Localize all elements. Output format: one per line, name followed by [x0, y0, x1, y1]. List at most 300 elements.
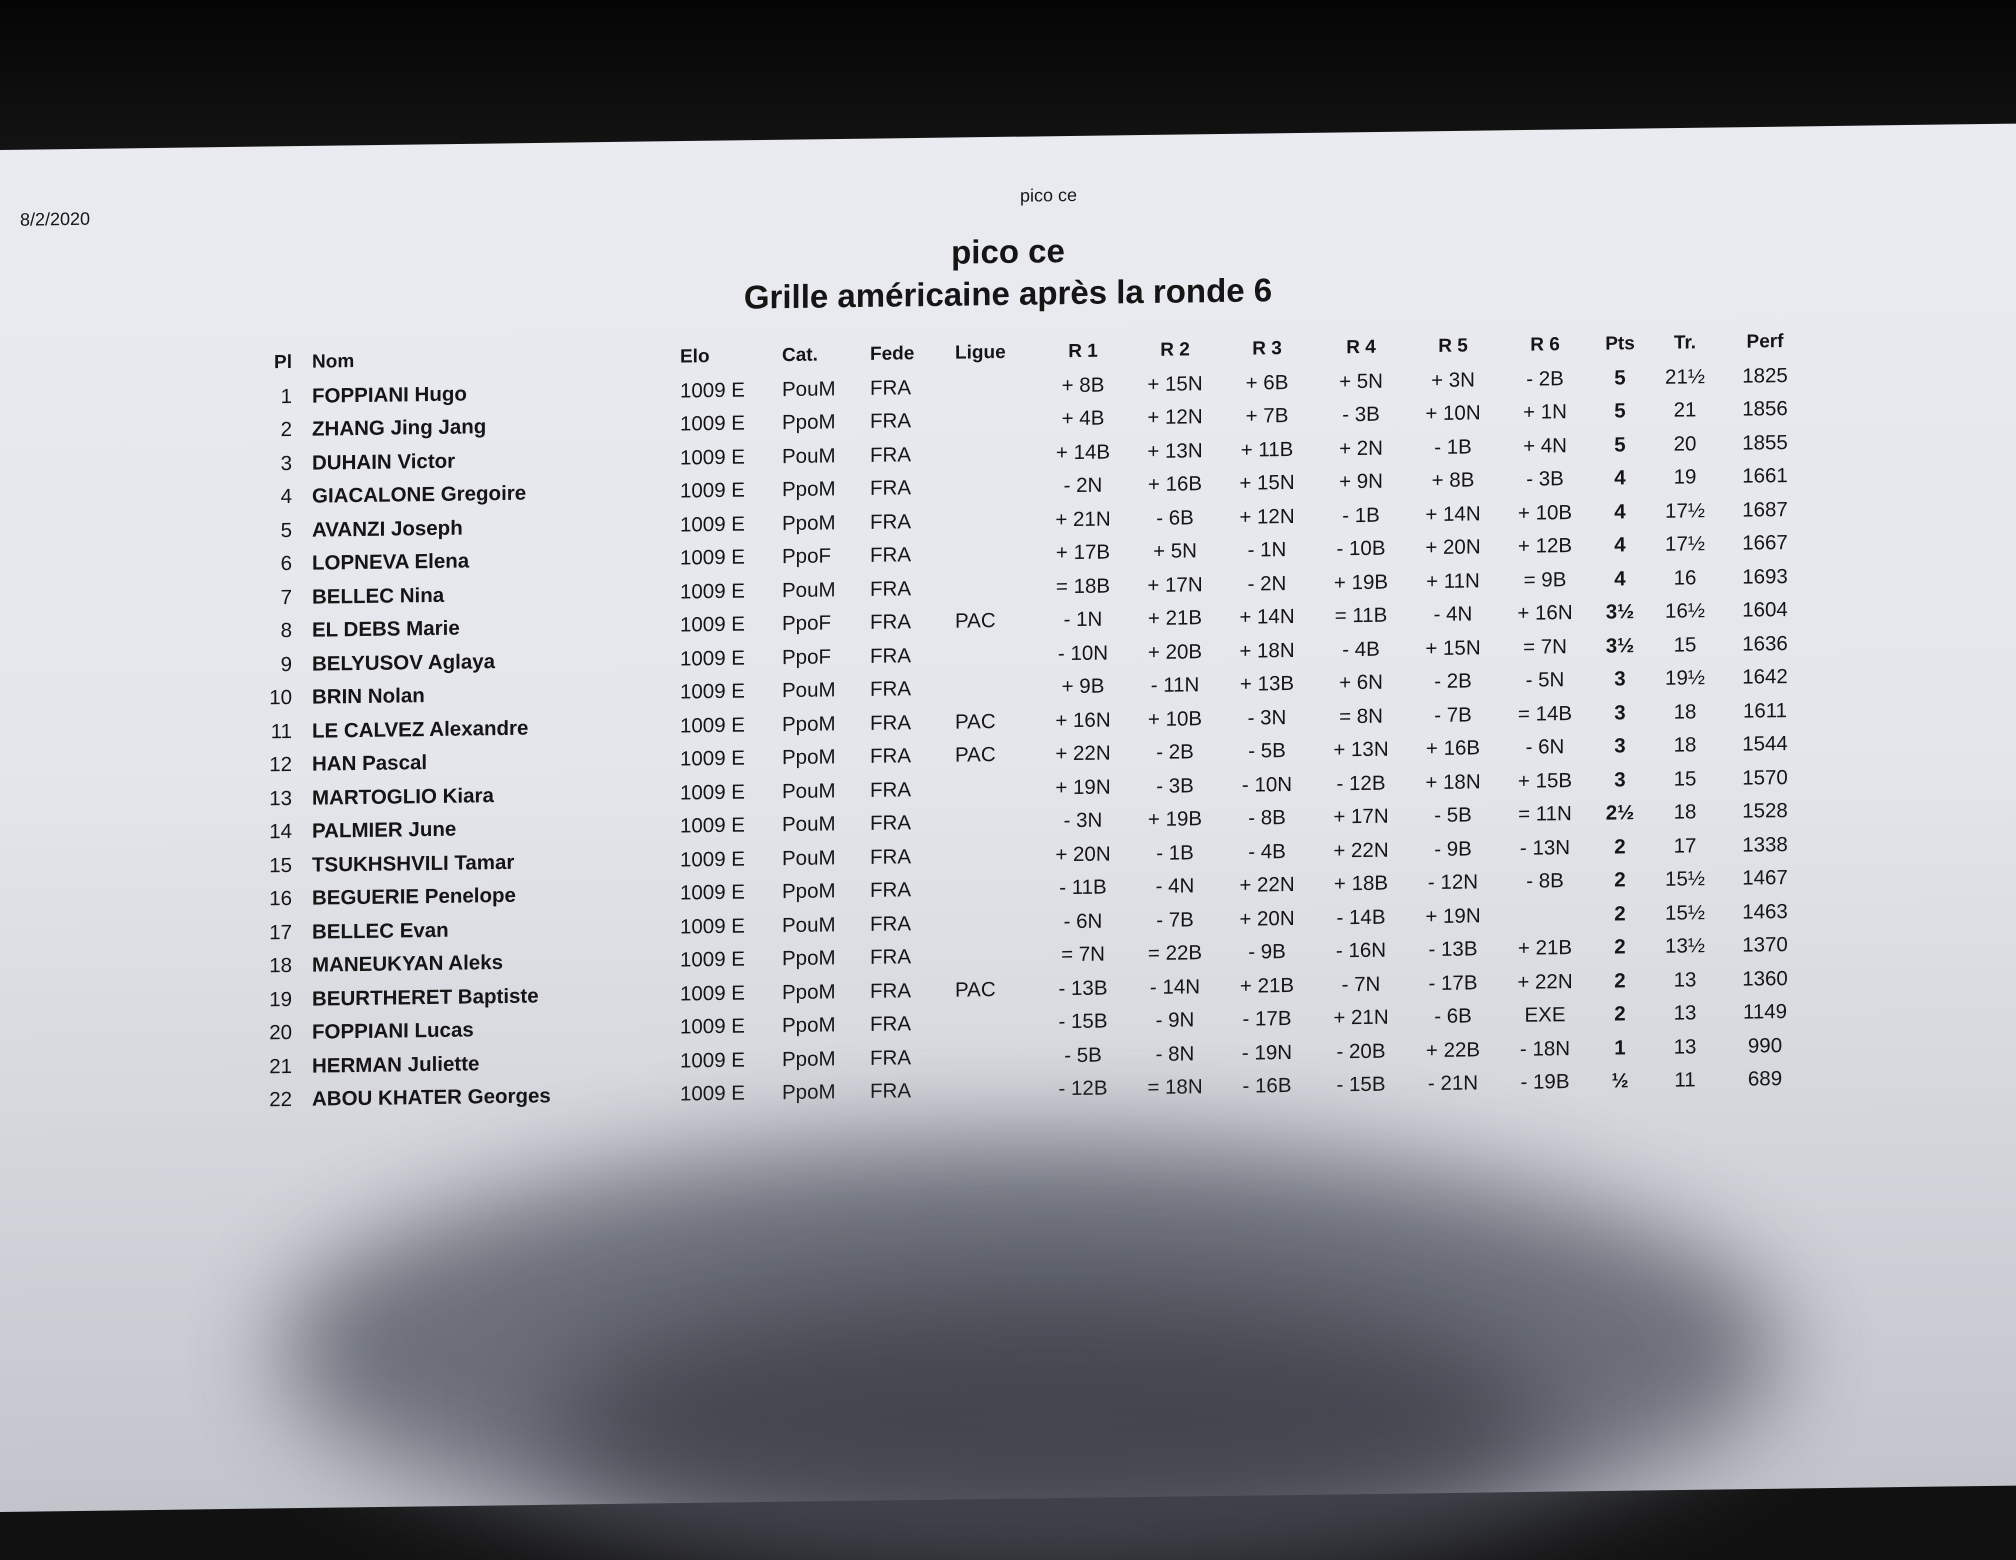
header-r1: R 1	[1068, 340, 1098, 363]
header-ligue: Ligue	[955, 341, 1006, 364]
cell-r5: + 19N	[1425, 903, 1481, 928]
cell-r1: + 21N	[1055, 506, 1111, 531]
cell-pl: 7	[280, 585, 292, 609]
cell-tr: 16	[1673, 565, 1697, 590]
cell-cat: PouM	[782, 812, 836, 837]
cell-r6: + 1N	[1523, 400, 1567, 424]
cell-ligue: PAC	[955, 977, 996, 1002]
cell-r3: + 14N	[1239, 604, 1295, 629]
cell-r5: + 3N	[1431, 367, 1475, 392]
header-fede: Fede	[870, 343, 915, 365]
cell-r2: + 16B	[1147, 472, 1203, 496]
standings-table	[0, 322, 2016, 1121]
cell-r4: - 3B	[1342, 402, 1380, 427]
cell-r2: - 9N	[1155, 1008, 1195, 1032]
cell-r3: - 19N	[1241, 1040, 1293, 1065]
cell-tr: 19	[1673, 465, 1697, 489]
cell-r3: + 11B	[1240, 437, 1294, 462]
cell-pl: 15	[269, 853, 292, 877]
cell-r6: = 9B	[1523, 567, 1567, 592]
cell-r2: = 18N	[1147, 1075, 1203, 1099]
cell-r6: - 18N	[1519, 1036, 1571, 1061]
cell-r5: + 14N	[1425, 501, 1481, 526]
cell-elo: 1009 E	[680, 411, 745, 436]
cell-r4: + 13N	[1333, 737, 1389, 762]
cell-r5: + 16B	[1425, 736, 1481, 761]
cell-r3: + 20N	[1239, 906, 1295, 931]
cell-tr: 17½	[1665, 532, 1705, 556]
cell-nom: BRIN Nolan	[312, 684, 425, 709]
cell-r5: - 1B	[1434, 434, 1472, 459]
cell-r5: + 11N	[1426, 568, 1480, 593]
cell-nom: DUHAIN Victor	[312, 449, 456, 475]
cell-elo: 1009 E	[680, 746, 745, 771]
cell-pts: 3½	[1605, 600, 1635, 624]
cell-r5: + 8B	[1431, 468, 1475, 493]
cell-pts: 4	[1614, 566, 1626, 590]
cell-r5: + 20N	[1425, 535, 1481, 560]
cell-cat: PpoM	[782, 1080, 836, 1105]
cell-fede: FRA	[870, 610, 911, 634]
cell-tr: 11	[1674, 1068, 1696, 1092]
header-pl: Pl	[274, 351, 292, 374]
cell-r3: - 9B	[1248, 940, 1286, 964]
cell-fede: FRA	[870, 375, 911, 400]
cell-r6: - 19B	[1520, 1070, 1570, 1094]
cell-elo: 1009 E	[680, 1014, 745, 1039]
cell-r4: - 4B	[1342, 637, 1380, 661]
cell-fede: FRA	[870, 576, 911, 601]
cell-pts: 2	[1614, 968, 1626, 992]
cell-nom: FOPPIANI Lucas	[312, 1018, 474, 1044]
cell-cat: PpoM	[782, 1046, 836, 1071]
cell-r1: = 18B	[1055, 573, 1111, 598]
cell-pl: 2	[280, 417, 292, 442]
cell-pts: 5	[1614, 399, 1626, 423]
cell-r3: + 13B	[1239, 671, 1295, 696]
cell-pts: 2	[1614, 935, 1626, 959]
cell-r2: - 6B	[1156, 505, 1194, 530]
cell-r5: - 12N	[1427, 870, 1479, 895]
cell-cat: PpoF	[782, 544, 831, 569]
cell-r3: - 10N	[1241, 772, 1293, 797]
cell-r3: + 18N	[1239, 638, 1295, 663]
cell-r1: + 20N	[1055, 841, 1111, 866]
cell-pl: 22	[269, 1087, 292, 1112]
cell-pts: 3	[1614, 734, 1626, 758]
cell-r6: - 3B	[1526, 467, 1564, 491]
cell-elo: 1009 E	[680, 847, 745, 872]
cell-r2: - 7B	[1156, 907, 1194, 932]
cell-r4: - 20B	[1336, 1039, 1386, 1063]
cell-nom: TSUKHSHVILI Tamar	[312, 850, 515, 877]
cell-fede: FRA	[870, 543, 911, 567]
cell-pl: 14	[269, 819, 292, 844]
cell-r5: - 21N	[1427, 1071, 1479, 1096]
cell-tr: 13	[1673, 967, 1697, 992]
cell-cat: PpoM	[782, 1013, 836, 1038]
cell-r1: + 8B	[1061, 373, 1105, 397]
cell-r6: - 2B	[1526, 366, 1564, 391]
cell-r2: - 1B	[1156, 840, 1194, 865]
cell-perf: 1693	[1742, 564, 1788, 589]
cell-tr: 16½	[1665, 599, 1705, 623]
cell-fede: FRA	[870, 978, 911, 1003]
cell-r2: - 11N	[1150, 673, 1200, 697]
cell-r6: + 21B	[1517, 936, 1573, 960]
cell-elo: 1009 E	[680, 880, 745, 905]
cell-pts: ½	[1611, 1069, 1629, 1093]
cell-r3: - 1N	[1247, 538, 1287, 562]
cell-r4: - 15B	[1336, 1072, 1386, 1097]
cell-ligue: PAC	[955, 709, 996, 734]
cell-r2: + 17N	[1147, 572, 1203, 597]
cell-r1: + 19N	[1055, 774, 1111, 799]
cell-elo: 1009 E	[680, 478, 745, 503]
print-date: 8/2/2020	[20, 208, 91, 230]
cell-r1: - 11B	[1059, 875, 1107, 900]
cell-tr: 21	[1673, 398, 1697, 422]
cell-r4: + 2N	[1339, 436, 1383, 460]
cell-pl: 4	[280, 484, 292, 509]
cell-r6: + 10B	[1517, 500, 1573, 525]
document-title: pico ce	[951, 232, 1065, 271]
cell-pl: 6	[280, 551, 292, 576]
cell-pts: 4	[1614, 499, 1626, 523]
cell-r1: - 5B	[1064, 1043, 1102, 1067]
cell-pl: 12	[269, 752, 292, 777]
cell-r3: - 2N	[1247, 571, 1287, 596]
cell-tr: 15½	[1665, 867, 1705, 891]
cell-r4: + 22N	[1333, 838, 1389, 862]
cell-nom: ZHANG Jing Jang	[312, 415, 487, 441]
cell-pl: 19	[269, 987, 292, 1011]
cell-r1: + 16N	[1055, 707, 1111, 732]
cell-tr: 20	[1673, 431, 1697, 456]
cell-cat: PpoM	[782, 946, 836, 971]
cell-fede: FRA	[870, 509, 911, 534]
cell-tr: 15	[1673, 632, 1697, 657]
document-subtitle: Grille américaine après la ronde 6	[743, 271, 1273, 316]
cell-r3: - 16B	[1242, 1073, 1292, 1098]
cell-elo: 1009 E	[680, 1048, 745, 1073]
cell-nom: LE CALVEZ Alexandre	[312, 716, 529, 743]
cell-fede: FRA	[870, 476, 911, 500]
cell-perf: 1467	[1742, 866, 1788, 890]
cell-pl: 8	[280, 618, 292, 643]
cell-pts: 3½	[1605, 633, 1635, 658]
cell-r4: = 11B	[1334, 603, 1388, 628]
cell-elo: 1009 E	[680, 914, 745, 939]
cell-elo: 1009 E	[680, 1081, 745, 1106]
cell-r1: - 2N	[1063, 473, 1103, 498]
cell-pl: 21	[269, 1054, 292, 1078]
cell-r5: - 4N	[1433, 602, 1473, 626]
cell-cat: PpoF	[782, 644, 831, 669]
cell-perf: 990	[1747, 1033, 1783, 1058]
cell-r6: + 15B	[1517, 768, 1573, 793]
cell-r1: - 13B	[1058, 976, 1108, 1000]
cell-r5: - 17B	[1428, 970, 1478, 995]
cell-r2: - 3B	[1156, 773, 1194, 798]
cell-r4: + 19B	[1333, 570, 1389, 594]
cell-elo: 1009 E	[680, 579, 745, 604]
cell-pts: 2	[1614, 1002, 1626, 1026]
cell-perf: 1667	[1742, 531, 1788, 555]
cell-r3: + 22N	[1239, 872, 1295, 897]
cell-r3: + 12N	[1239, 504, 1295, 529]
cell-r3: + 21B	[1239, 973, 1295, 998]
cell-ligue: PAC	[955, 609, 996, 633]
cell-r4: = 8N	[1339, 704, 1383, 728]
cell-r6: + 16N	[1517, 601, 1573, 625]
cell-tr: 17½	[1665, 498, 1705, 523]
cell-r2: + 10B	[1147, 706, 1203, 731]
cell-r2: - 4N	[1155, 874, 1195, 898]
cell-r4: + 21N	[1333, 1005, 1389, 1030]
cell-pts: 4	[1614, 466, 1626, 490]
cell-r4: - 12B	[1336, 771, 1386, 795]
cell-fede: FRA	[870, 777, 911, 802]
cell-pts: 4	[1614, 533, 1626, 557]
cell-perf: 1149	[1742, 1000, 1788, 1024]
cell-tr: 13	[1673, 1034, 1697, 1059]
cell-fede: FRA	[870, 1079, 911, 1103]
cell-fede: FRA	[870, 442, 911, 467]
cell-cat: PouM	[782, 376, 836, 401]
cell-fede: FRA	[870, 811, 911, 835]
print-header: pico ce	[1020, 184, 1078, 206]
cell-r3: - 17B	[1242, 1006, 1292, 1031]
cell-elo: 1009 E	[680, 947, 745, 972]
cell-fede: FRA	[870, 878, 911, 902]
cell-r2: - 14N	[1149, 974, 1201, 999]
cell-r5: - 6B	[1434, 1004, 1472, 1028]
cell-r3: - 3N	[1247, 705, 1287, 730]
cell-pts: 2	[1614, 901, 1626, 925]
cell-nom: GIACALONE Gregoire	[312, 481, 527, 508]
cell-r4: + 17N	[1333, 804, 1389, 829]
header-cat: Cat.	[782, 344, 818, 367]
cell-fede: FRA	[870, 1012, 911, 1036]
header-r2: R 2	[1160, 339, 1190, 361]
cell-r6: + 4N	[1523, 433, 1567, 458]
cell-perf: 1604	[1742, 598, 1788, 622]
cell-r6	[1500, 897, 1590, 898]
cell-tr: 17	[1673, 833, 1697, 858]
cell-elo: 1009 E	[680, 445, 745, 470]
cell-r4: - 1B	[1342, 503, 1380, 527]
cell-elo: 1009 E	[680, 545, 745, 570]
cell-pts: 1	[1614, 1035, 1626, 1059]
cell-cat: PpoM	[782, 410, 836, 435]
cell-cat: PpoM	[782, 979, 836, 1004]
cell-nom: BELYUSOV Aglaya	[312, 649, 496, 676]
cell-r2: + 15N	[1147, 371, 1203, 396]
cell-r2: + 5N	[1153, 539, 1197, 563]
cell-tr: 13	[1673, 1001, 1697, 1025]
table-body	[0, 355, 2016, 1120]
cell-perf: 1661	[1742, 464, 1788, 488]
cell-nom: BELLEC Nina	[312, 583, 445, 609]
cell-r1: + 9B	[1061, 674, 1105, 699]
cell-nom: BEURTHERET Baptiste	[312, 983, 539, 1011]
header-pts: Pts	[1605, 333, 1635, 355]
cell-r5: + 18N	[1425, 769, 1481, 794]
cell-cat: PpoM	[782, 711, 836, 736]
cell-nom: PALMIER June	[312, 817, 457, 843]
cell-pl: 13	[269, 786, 292, 810]
cell-r6: = 14B	[1517, 701, 1573, 726]
cell-r1: + 14B	[1055, 439, 1111, 464]
cell-r5: + 15N	[1425, 635, 1481, 660]
cell-pts: 2½	[1605, 801, 1635, 825]
cell-r3: + 7B	[1245, 404, 1289, 428]
cell-r1: + 17B	[1055, 540, 1111, 565]
cell-tr: 15	[1673, 766, 1697, 791]
cell-nom: HAN Pascal	[312, 751, 428, 776]
cell-r4: + 18B	[1333, 871, 1389, 896]
cell-tr: 21½	[1665, 364, 1705, 389]
cell-perf: 1544	[1742, 732, 1788, 756]
cell-pl: 9	[280, 652, 292, 676]
cell-r3: - 5B	[1248, 739, 1286, 763]
cell-r4: + 6N	[1339, 670, 1383, 695]
cell-perf: 1360	[1742, 966, 1788, 991]
cell-nom: EL DEBS Marie	[312, 616, 460, 642]
cell-elo: 1009 E	[680, 612, 745, 637]
cell-r4: + 9N	[1339, 469, 1383, 494]
cell-r3: + 15N	[1239, 470, 1295, 495]
cell-nom: BEGUERIE Penelope	[312, 883, 516, 910]
cell-r1: - 3N	[1063, 808, 1103, 833]
cell-r1: - 15B	[1058, 1009, 1108, 1034]
cell-pl: 11	[270, 719, 292, 743]
cell-r4: - 16N	[1335, 938, 1387, 963]
cell-tr: 18	[1673, 733, 1697, 757]
cell-r1: - 12B	[1058, 1076, 1108, 1101]
cell-cat: PpoM	[782, 745, 836, 770]
cell-cat: PpoM	[782, 879, 836, 904]
cell-r1: - 6N	[1063, 909, 1103, 933]
cell-r2: + 12N	[1147, 405, 1203, 429]
header-tr: Tr.	[1673, 332, 1697, 354]
cell-perf: 1642	[1742, 665, 1788, 689]
cell-elo: 1009 E	[680, 646, 745, 671]
cell-nom: MANEUKYAN Aleks	[312, 950, 504, 977]
cell-r2: + 20B	[1147, 639, 1203, 664]
cell-tr: 18	[1673, 699, 1697, 724]
cell-tr: 18	[1673, 800, 1697, 824]
cell-r6: - 6N	[1525, 735, 1565, 759]
cell-perf: 1528	[1742, 799, 1788, 823]
cell-r5: - 9B	[1434, 836, 1472, 861]
cell-r2: + 21B	[1147, 606, 1203, 630]
cell-fede: FRA	[870, 1045, 911, 1070]
cell-perf: 1611	[1742, 698, 1788, 723]
cell-cat: PpoM	[782, 510, 836, 535]
cell-nom: ABOU KHATER Georges	[312, 1084, 551, 1111]
cell-pl: 3	[280, 451, 292, 475]
cell-tr: 13½	[1665, 934, 1705, 958]
cell-r2: - 2B	[1156, 740, 1194, 764]
cell-elo: 1009 E	[680, 378, 745, 403]
cell-r4: - 14B	[1336, 905, 1386, 929]
cell-pl: 1	[280, 384, 292, 408]
cell-nom: LOPNEVA Elena	[312, 549, 470, 575]
cell-r6: - 8B	[1526, 869, 1564, 893]
cell-pl: 20	[269, 1020, 292, 1045]
cell-pts: 3	[1614, 700, 1626, 724]
cell-fede: FRA	[870, 643, 911, 668]
cell-fede: FRA	[870, 409, 911, 433]
cell-perf: 1825	[1742, 363, 1788, 388]
cell-perf: 1570	[1742, 765, 1788, 790]
cell-r5: - 13B	[1428, 937, 1478, 962]
cell-perf: 1636	[1742, 631, 1788, 656]
cell-r6: EXE	[1524, 1003, 1566, 1027]
cell-nom: HERMAN Juliette	[312, 1051, 480, 1078]
cell-elo: 1009 E	[680, 713, 745, 738]
cell-r3: + 6B	[1245, 370, 1289, 395]
cell-r3: - 8B	[1248, 806, 1286, 830]
cell-cat: PpoF	[782, 611, 831, 636]
cell-cat: PouM	[782, 912, 836, 937]
cell-r5: + 22B	[1425, 1037, 1481, 1062]
cell-nom: AVANZI Joseph	[312, 516, 463, 542]
cell-r2: + 13N	[1147, 438, 1203, 463]
cell-pts: 3	[1614, 667, 1626, 691]
cell-r3: - 4B	[1248, 839, 1286, 864]
cell-perf: 689	[1747, 1067, 1783, 1091]
cell-r2: + 19B	[1147, 807, 1203, 831]
cell-nom: BELLEC Evan	[312, 918, 449, 944]
cell-cat: PouM	[782, 678, 836, 703]
cell-r5: + 10N	[1425, 401, 1481, 426]
cell-r6: + 22N	[1517, 969, 1573, 994]
cell-pl: 10	[269, 685, 292, 710]
cell-pl: 16	[269, 886, 292, 911]
cell-pts: 5	[1614, 432, 1626, 456]
header-r5: R 5	[1438, 335, 1468, 357]
header-r4: R 4	[1346, 336, 1376, 359]
cell-pts: 2	[1614, 868, 1626, 892]
cell-fede: FRA	[870, 677, 911, 701]
cell-pl: 5	[280, 518, 292, 542]
cell-cat: PouM	[782, 577, 836, 602]
cell-cat: PouM	[782, 443, 836, 468]
cell-elo: 1009 E	[680, 679, 745, 704]
cell-tr: 19½	[1665, 666, 1705, 690]
cell-pts: 3	[1614, 767, 1626, 791]
cell-fede: FRA	[870, 911, 911, 936]
cell-elo: 1009 E	[680, 981, 745, 1006]
cell-pl: 18	[269, 953, 292, 978]
cell-r1: + 4B	[1061, 406, 1105, 431]
header-r6: R 6	[1530, 334, 1560, 356]
cell-nom: FOPPIANI Hugo	[312, 381, 467, 408]
document-title-block	[0, 217, 2016, 329]
cell-nom: MARTOGLIO Kiara	[312, 783, 494, 810]
cell-elo: 1009 E	[680, 780, 745, 805]
cell-r4: - 7N	[1341, 972, 1381, 996]
cell-tr: 15½	[1665, 900, 1705, 925]
cell-r2: - 8N	[1155, 1041, 1195, 1066]
cell-perf: 1370	[1742, 933, 1788, 957]
cell-r6: = 7N	[1523, 634, 1567, 659]
cell-r4: + 5N	[1339, 369, 1383, 393]
cell-r1: - 10N	[1057, 641, 1109, 665]
